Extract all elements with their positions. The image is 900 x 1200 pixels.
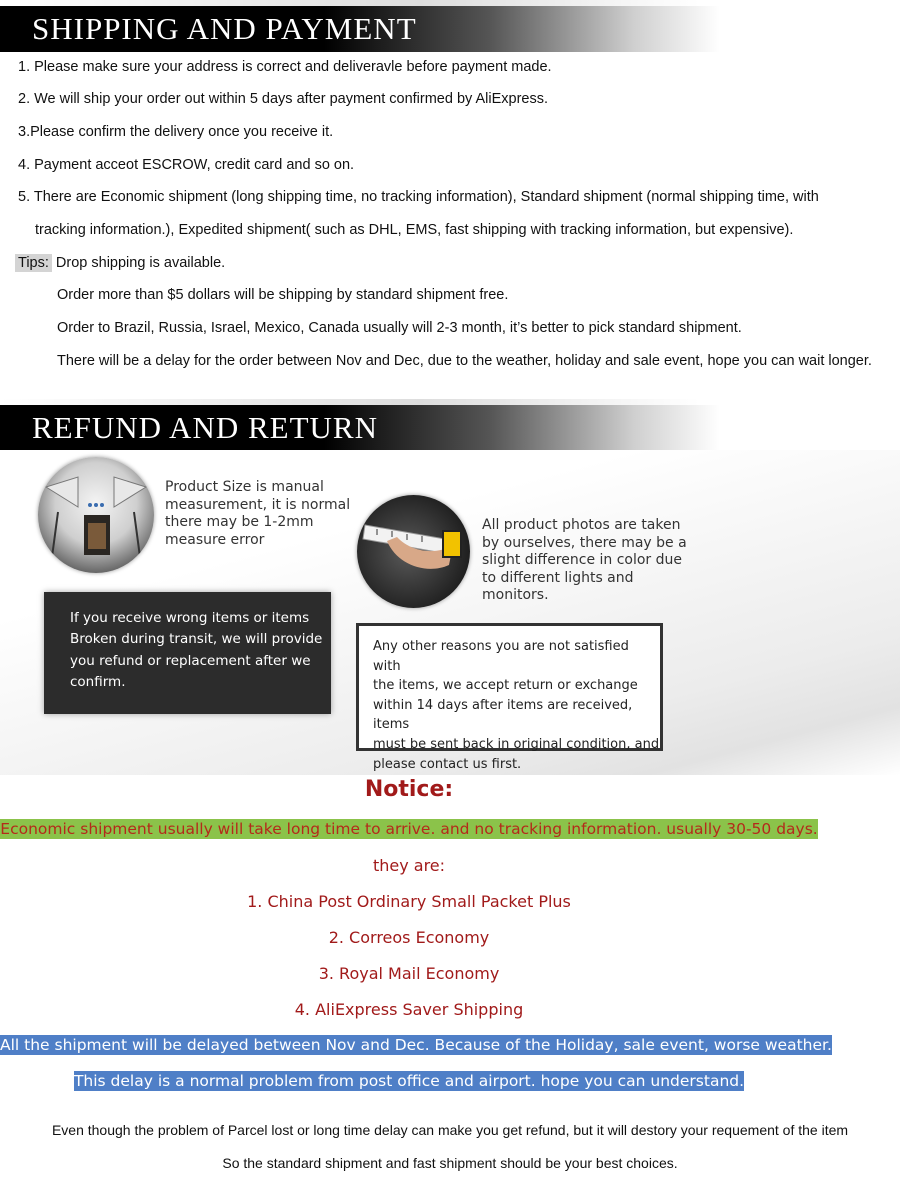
shipping-method-4: 4. AliExpress Saver Shipping: [294, 1000, 524, 1019]
shipping-banner: [0, 6, 720, 52]
tips-text: Drop shipping is available.: [51, 255, 226, 271]
shipping-item-5: 5. There are Economic shipment (long shipping time, no tracking information), Standard shipment (normal shipping time, with: [18, 189, 819, 205]
shipping-method-3: 3. Royal Mail Economy: [318, 964, 500, 983]
return-policy-box: [356, 623, 663, 772]
tips-label: Tips:: [15, 254, 52, 272]
shipping-title: SHIPPING AND PAYMENT: [32, 11, 417, 46]
footer-line-2: So the standard shipment and fast shipment should be your best choices.: [222, 1155, 678, 1171]
shipping-item-2: 2. We will ship your order out within 5 days after payment confirmed by AliExpress.: [18, 91, 549, 107]
refund-banner: [0, 405, 720, 451]
shipping-item-3: 3.Please confirm the delivery once you receive it.: [18, 124, 334, 140]
notice-heading: Notice:: [364, 777, 454, 802]
measuring-tape-icon: [357, 495, 470, 608]
callout-photo: All product photos are taken by ourselves, there may be a slight difference in color due to different lights and monitors.: [482, 517, 687, 603]
shipping-item-1: 1. Please make sure your address is correct and deliveravle before payment made.: [18, 59, 552, 75]
callout-size: Product Size is manual measurement, it is normal there may be 1-2mm measure error: [165, 479, 351, 548]
notice-delay-line-2: [0, 1072, 818, 1090]
studio-photo-icon: [38, 457, 154, 573]
shipping-method-1: 1. China Post Ordinary Small Packet Plus: [247, 892, 571, 911]
footer-line-1: Even though the problem of Parcel lost or long time delay can make you get refund, but it will destory your requement of the item: [51, 1122, 849, 1138]
tips-line: [15, 255, 225, 271]
notice-delay-line-1: [0, 1036, 832, 1054]
tips-item-3: There will be a delay for the order between Nov and Dec, due to the weather, holiday and sale event, hope you can wait longer.: [57, 353, 872, 369]
notice-economic-line: [0, 820, 818, 838]
shipping-item-4: 4. Payment acceot ESCROW, credit card and so on.: [18, 157, 355, 173]
shipping-method-2: 2. Correos Economy: [328, 928, 490, 947]
wrong-items-box: [44, 592, 331, 714]
shipping-item-5-cont: tracking information.), Expedited shipment( such as DHL, EMS, fast shipping with tracking information, but expensive).: [35, 222, 794, 238]
wrong-items-text: If you receive wrong items or items Broken during transit, we will provide you refund or replacement after we confirm.: [70, 610, 323, 690]
return-policy-text: Any other reasons you are not satisfied with the items, we accept return or exchange within 14 days after items are received, items must be sent back in original condition, and please contact us first.: [373, 639, 660, 772]
tips-item-2: Order to Brazil, Russia, Israel, Mexico, Canada usually will 2-3 month, it’s better to pick standard shipment.: [57, 320, 742, 336]
notice-delay-2: This delay is a normal problem from post office and airport. hope you can understand.: [73, 1072, 745, 1090]
refund-title: REFUND AND RETURN: [32, 410, 378, 445]
notice-delay-1: All the shipment will be delayed between Nov and Dec. Because of the Holiday, sale event, worse weather.: [0, 1036, 832, 1054]
notice-they-are: they are:: [372, 856, 446, 875]
notice-economic: Economic shipment usually will take long time to arrive. and no tracking information. usually 30-50 days.: [0, 820, 818, 838]
tips-item-1: Order more than $5 dollars will be shipping by standard shipment free.: [57, 287, 509, 303]
